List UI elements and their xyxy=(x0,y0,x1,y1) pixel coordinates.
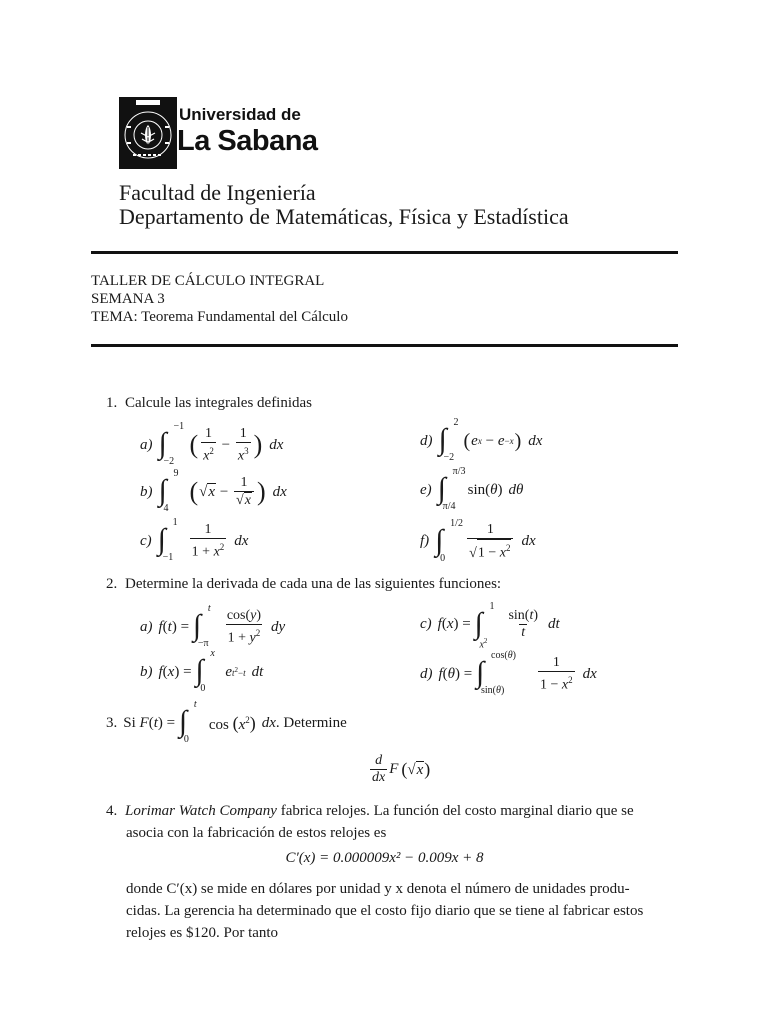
label-2b: b) xyxy=(140,663,153,680)
faculty-heading xyxy=(119,181,569,229)
problem-1f: f) ∫ 1/2 0 1 √ $1 - x^2$ dx xyxy=(420,517,536,564)
problem-2c: c) f(x) = ∫ 1 $x^2$ $\frac{\sin(t)}{t}$ dt xyxy=(420,600,560,650)
problem-4-equation: C′(x) = 0.000009x² − 0.009x + 8 xyxy=(285,850,484,866)
problem-1d: d) ∫ 2 −2 ( e x − e −x ) dx xyxy=(420,417,543,463)
label-1f: f) xyxy=(420,533,430,550)
label-2d: d) xyxy=(420,665,433,682)
problem-2d: d) f(θ) = ∫ cos(θ) sin(θ) $\frac{1}{1 - x^2}$ dx xyxy=(420,650,597,697)
label-1c: c) xyxy=(140,532,152,549)
problem-4-text4: cidas. La gerencia ha determinado que el costo fijo diario que se tiene al fabricar estos xyxy=(126,903,644,919)
problem-4 xyxy=(106,800,686,844)
header-divider xyxy=(91,344,678,347)
problem-1a: a) ∫ −1 −2 ( $\frac{1}{x^2}$ − $\frac{1}{x^3}$ ) dx xyxy=(140,421,284,468)
problem-3-number: 3. xyxy=(106,714,118,731)
problem-4-text3: donde C′(x) se mide en dólares por unidad y x denota el número de unidades produ- xyxy=(126,881,630,897)
label-1d: d) xyxy=(420,432,433,449)
problem-1 xyxy=(106,395,312,412)
label-1a: a) xyxy=(140,436,153,453)
university-logo xyxy=(119,97,319,169)
problem-1e: e) ∫ π/3 π/4 sin(θ) dθ xyxy=(420,466,524,512)
logo-line2: La Sabana xyxy=(177,125,318,157)
problem-2 xyxy=(106,576,501,593)
problem-4-continuation xyxy=(126,878,686,944)
problem-3-expression: $\frac{d}{dx}$ F ( √ x ) xyxy=(372,753,431,785)
problem-1c: c) ∫ 1 −1 $\frac{1}{1 + x^2}$ dx xyxy=(140,517,249,564)
faculty-line2: Departamento de Matemáticas, Física y Estadística xyxy=(119,204,569,229)
problem-2-number: 2. xyxy=(106,576,118,592)
problem-4-text2: asocia con la fabricación de estos relojes es xyxy=(126,825,387,841)
problem-1-text: Calcule las integrales definidas xyxy=(125,395,313,411)
label-1b: b) xyxy=(140,483,153,500)
logo-line1: Universidad de xyxy=(179,105,301,124)
top-divider xyxy=(91,251,678,254)
problem-2a: a) f(t) = ∫ t −π $\frac{\cos(y)}{1 + y^2}$ dy xyxy=(140,603,286,650)
problem-2b: b) f(x) = ∫ x 0 e $t^2-t$ dt xyxy=(140,648,264,694)
header-line2: SEMANA 3 xyxy=(91,291,165,307)
header-line1: TALLER DE CÁLCULO INTEGRAL xyxy=(91,273,325,289)
university-seal-icon xyxy=(119,97,177,169)
problem-1-number: 1. xyxy=(106,395,118,411)
problem-1b: b) ∫ 9 4 ( √ x − 1 √ x ) dx xyxy=(140,468,287,514)
problem-4-company: Lorimar Watch Company xyxy=(125,803,277,819)
problem-4-text5: relojes es $120. Por tanto xyxy=(126,925,279,941)
label-2c: c) xyxy=(420,616,432,632)
problem-3-prefix: Si xyxy=(123,714,136,731)
faculty-line1: Facultad de Ingeniería xyxy=(119,180,316,205)
label-2a: a) xyxy=(140,618,153,635)
problem-4-number: 4. xyxy=(106,803,118,819)
problem-3-suffix: . Determine xyxy=(275,714,347,731)
worksheet-header xyxy=(91,272,348,326)
header-line3: TEMA: Teorema Fundamental del Cálculo xyxy=(91,309,348,325)
label-1e: e) xyxy=(420,481,432,498)
problem-2-text: Determine la derivada de cada una de las siguientes funciones: xyxy=(125,576,502,592)
problem-4-text1: fabrica relojes. La función del costo marginal diario que se xyxy=(276,803,634,819)
problem-3: 3. Si F(t) = ∫ t 0 $\cos (x^2)$ dx . Determine xyxy=(106,699,347,745)
